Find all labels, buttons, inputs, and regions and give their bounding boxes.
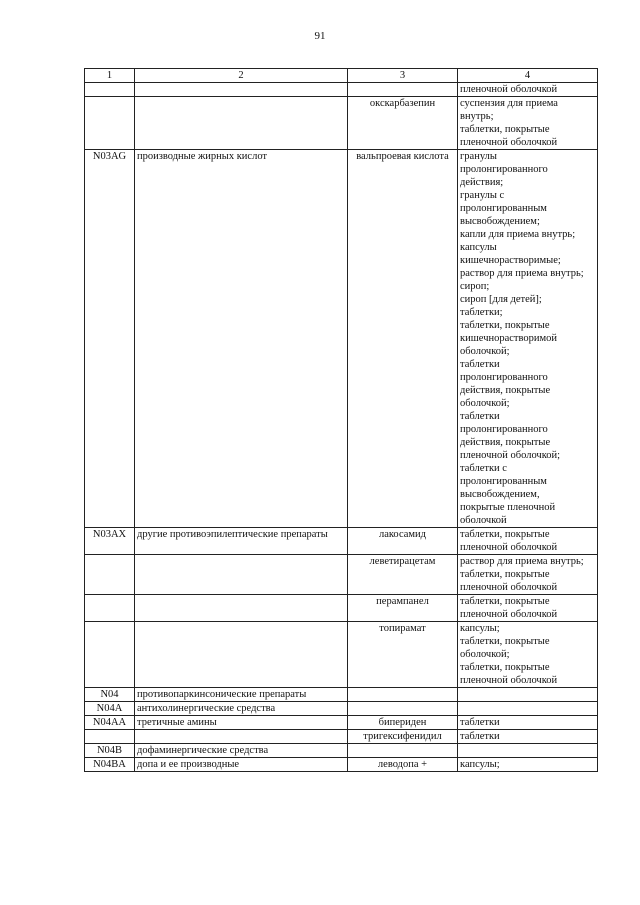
atc-code-cell (85, 555, 135, 595)
group-name-cell (135, 595, 348, 622)
dosage-form-line: таблетки (460, 359, 500, 370)
dosage-form-line: таблетки с (460, 463, 507, 474)
group-name-cell: допа и ее производные (135, 758, 348, 772)
dosage-form-line: таблетки, покрытые (460, 529, 550, 540)
dosage-form-line: таблетки, покрытые (460, 596, 550, 607)
dosage-form-line: оболочкой; (460, 346, 510, 357)
atc-code-cell: N04A (85, 702, 135, 716)
dosage-form-line: оболочкой (460, 515, 507, 526)
dosage-form-line: капсулы; (460, 623, 500, 634)
dosage-form-line: раствор для приема внутрь; (460, 268, 584, 279)
substance-cell (348, 83, 458, 97)
dosage-form-line: таблетки; (460, 307, 503, 318)
atc-code-cell: N03AG (85, 150, 135, 528)
substance-cell (348, 688, 458, 702)
dosage-form-line: таблетки (460, 717, 500, 728)
dosage-form-line: пленочной оболочкой (460, 609, 558, 620)
group-name-cell: третичные амины (135, 716, 348, 730)
dosage-form-line: таблетки (460, 731, 500, 742)
table-row (85, 702, 598, 716)
dosage-form-line: капсулы (460, 242, 497, 253)
dosage-form-line: пленочной оболочкой (460, 582, 558, 593)
drug-table-body (85, 69, 598, 772)
dosage-form-line: капсулы; (460, 759, 500, 770)
dosage-form-line: пленочной оболочкой (460, 137, 558, 148)
atc-code-cell (85, 730, 135, 744)
group-name-cell (135, 622, 348, 688)
atc-code-cell: N04 (85, 688, 135, 702)
substance-cell: бипериден (348, 716, 458, 730)
group-name-cell: антихолинергические средства (135, 702, 348, 716)
table-row (85, 83, 598, 97)
dosage-forms-cell (458, 622, 598, 688)
dosage-form-line: сироп [для детей]; (460, 294, 542, 305)
dosage-form-line: раствор для приема внутрь; (460, 556, 584, 567)
dosage-forms-cell (458, 83, 598, 97)
atc-code-cell: N03AX (85, 528, 135, 555)
table-row (85, 622, 598, 688)
dosage-forms-cell (458, 688, 598, 702)
header-cell-4: 4 (458, 69, 598, 83)
dosage-forms-cell (458, 730, 598, 744)
dosage-form-line: покрытые пленочной (460, 502, 556, 513)
dosage-form-line: действия, покрытые (460, 385, 551, 396)
atc-code-cell (85, 97, 135, 150)
header-cell-3: 3 (348, 69, 458, 83)
dosage-forms-cell (458, 97, 598, 150)
atc-code-cell (85, 622, 135, 688)
dosage-form-line: пленочной оболочкой (460, 675, 558, 686)
substance-cell: лакосамид (348, 528, 458, 555)
header-cell-1: 1 (85, 69, 135, 83)
dosage-forms-cell (458, 595, 598, 622)
substance-cell: топирамат (348, 622, 458, 688)
dosage-form-line: внутрь; (460, 111, 494, 122)
dosage-form-line: действия; (460, 177, 504, 188)
dosage-form-line: сироп; (460, 281, 490, 292)
dosage-form-line: оболочкой; (460, 398, 510, 409)
dosage-form-line: пролонгированным (460, 203, 547, 214)
dosage-form-line: кишечнорастворимые; (460, 255, 561, 266)
atc-code-cell (85, 595, 135, 622)
substance-cell (348, 702, 458, 716)
dosage-form-line: оболочкой; (460, 649, 510, 660)
table-row (85, 528, 598, 555)
substance-cell: окскарбазепин (348, 97, 458, 150)
table-row (85, 555, 598, 595)
group-name-cell (135, 97, 348, 150)
dosage-form-line: пролонгированного (460, 164, 548, 175)
dosage-form-line: таблетки, покрытые (460, 320, 550, 331)
dosage-forms-cell (458, 528, 598, 555)
table-row (85, 730, 598, 744)
table-row (85, 595, 598, 622)
table-row (85, 758, 598, 772)
dosage-form-line: гранулы с (460, 190, 505, 201)
substance-cell: леводопа + (348, 758, 458, 772)
dosage-forms-cell (458, 758, 598, 772)
dosage-form-line: гранулы (460, 151, 497, 162)
dosage-forms-cell (458, 716, 598, 730)
atc-code-cell (85, 83, 135, 97)
dosage-form-line: высвобождением, (460, 489, 540, 500)
dosage-form-line: таблетки, покрытые (460, 569, 550, 580)
table-row (85, 716, 598, 730)
page-number: 91 (314, 30, 326, 42)
dosage-form-line: пленочной оболочкой (460, 84, 558, 95)
table-row (85, 688, 598, 702)
substance-cell: тригексифенидил (348, 730, 458, 744)
group-name-cell (135, 83, 348, 97)
atc-code-cell: N04B (85, 744, 135, 758)
dosage-form-line: пленочной оболочкой; (460, 450, 561, 461)
table-row (85, 97, 598, 150)
dosage-form-line: пленочной оболочкой (460, 542, 558, 553)
dosage-form-line: высвобождением; (460, 216, 540, 227)
dosage-form-line: кишечнорастворимой (460, 333, 558, 344)
dosage-form-line: таблетки (460, 411, 500, 422)
group-name-cell: противопаркинсонические препараты (135, 688, 348, 702)
substance-cell: вальпроевая кислота (348, 150, 458, 528)
dosage-form-line: пролонгированным (460, 476, 547, 487)
header-cell-2: 2 (135, 69, 348, 83)
drug-table (84, 68, 598, 772)
table-header-row (85, 69, 598, 83)
substance-cell: перампанел (348, 595, 458, 622)
dosage-form-line: пролонгированного (460, 424, 548, 435)
table-row (85, 744, 598, 758)
group-name-cell: дофаминергические средства (135, 744, 348, 758)
dosage-form-line: таблетки, покрытые (460, 124, 550, 135)
dosage-form-line: пролонгированного (460, 372, 548, 383)
dosage-forms-cell (458, 555, 598, 595)
dosage-forms-cell (458, 702, 598, 716)
dosage-forms-cell (458, 744, 598, 758)
dosage-form-line: действия, покрытые (460, 437, 551, 448)
dosage-forms-cell (458, 150, 598, 528)
substance-cell: леветирацетам (348, 555, 458, 595)
dosage-form-line: капли для приема внутрь; (460, 229, 576, 240)
atc-code-cell: N04AA (85, 716, 135, 730)
atc-code-cell: N04BA (85, 758, 135, 772)
group-name-cell: другие противоэпилептические препараты (135, 528, 348, 555)
substance-cell (348, 744, 458, 758)
group-name-cell: производные жирных кислот (135, 150, 348, 528)
group-name-cell (135, 730, 348, 744)
dosage-form-line: таблетки, покрытые (460, 662, 550, 673)
table-row (85, 150, 598, 528)
dosage-form-line: суспензия для приема (460, 98, 558, 109)
group-name-cell (135, 555, 348, 595)
dosage-form-line: таблетки, покрытые (460, 636, 550, 647)
